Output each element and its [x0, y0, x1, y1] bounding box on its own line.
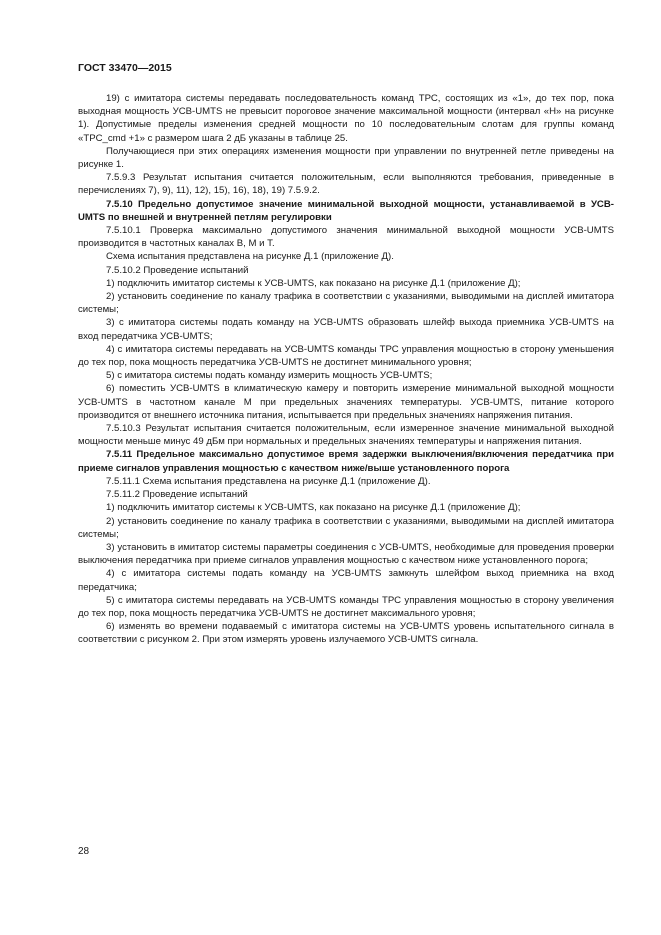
list-item: 6) поместить УСВ-UMTS в климатическую камеру и повторить измерение минимальной выходной мощности УСВ-UMTS в частотном канале M при предельных значениях температуры. УСВ-UMTS, питание которого производится от внешнего источника питания, испытывается при предельных значениях напряжения питания. [78, 383, 614, 421]
document-header: ГОСТ 33470—2015 [78, 62, 172, 74]
document-body [78, 92, 614, 647]
list-item: 5) с имитатора системы подать команду измерить мощность УСВ-UMTS; [106, 370, 433, 382]
list-item: 4) с имитатора системы передавать на УСВ-UMTS команды ТРС управления мощностью в сторону уменьшения до тех пор, пока мощность передатчика УСВ-UMTS не достигнет минимального уровня; [78, 343, 614, 369]
paragraph: 19) с имитатора системы передавать последовательность команд ТРС, состоящих из «1», до тех пор, пока выходная мощность УСВ-UMTS не превысит пороговое значение максимальной мощности (интервал «Н» на рисунке 1). Допустимые пределы изменения средней мощности по 10 последовательным слотам для группы команд «TPC_cmd +1» с размером шага 2 дБ указаны в таблице 25. [78, 93, 614, 144]
paragraph: Схема испытания представлена на рисунке Д.1 (приложение Д). [106, 251, 394, 263]
list-item: 6) изменять во времени подаваемый с имитатора системы на УСВ-UMTS уровень испытательного сигнала в соответствии с рисунком 2. При этом измерять уровень излучаемого УСВ-UMTS сигнала. [78, 621, 614, 646]
paragraph: 7.5.11.1 Схема испытания представлена на рисунке Д.1 (приложение Д). [106, 475, 431, 487]
list-item: 3) установить в имитатор системы параметры соединения с УСВ-UMTS, необходимые для проведения проверки выключения передатчика при приеме сигналов управления мощностью с качеством ниже установленного порога; [78, 541, 614, 567]
list-item: 3) с имитатора системы подать команду на УСВ-UMTS образовать шлейф выхода приемника УСВ-UMTS на вход передатчика УСВ-UMTS; [78, 317, 614, 342]
paragraph: 7.5.10.2 Проведение испытаний [106, 264, 249, 276]
list-item: 1) подключить имитатор системы к УСВ-UMTS, как показано на рисунке Д.1 (приложение Д); [106, 502, 521, 514]
paragraph: 7.5.11.2 Проведение испытаний [106, 489, 248, 501]
section-heading: 7.5.10 Предельно допустимое значение минимальной выходной мощности, устанавливаемой в УСВ-UMTS по внешней и внутренней петлям регулировки [78, 198, 614, 223]
paragraph: 7.5.10.1 Проверка максимально допустимого значения минимальной выходной мощности УСВ-UMTS производится в частотных каналах B, M и T. [78, 225, 614, 250]
list-item: 4) с имитатора системы подать команду на УСВ-UMTS замкнуть шлейфом выход приемника на вход передатчика; [78, 568, 614, 593]
section-heading: 7.5.11 Предельное максимально допустимое время задержки выключения/включения передатчика при приеме сигналов управления мощностью с качеством ниже/выше установленного порога [78, 449, 614, 474]
list-item: 5) с имитатора системы передавать на УСВ-UMTS команды ТРС управления мощностью в сторону увеличения до тех пор, пока мощность передатчика УСВ-UMTS не достигнет максимального уровня; [78, 594, 614, 619]
list-item: 2) установить соединение по каналу трафика в соответствии с указаниями, выводимыми на дисплей имитатора системы; [78, 291, 614, 316]
paragraph: 7.5.9.3 Результат испытания считается положительным, если выполняются требования, приведенные в перечислениях 7), 9), 11), 12), 15), 16), 18), 19) 7.5.9.2. [78, 172, 614, 197]
paragraph: Получающиеся при этих операциях изменения мощности при управлении по внутренней петле приведены на рисунке 1. [78, 145, 614, 171]
list-item: 1) подключить имитатор системы к УСВ-UMTS, как показано на рисунке Д.1 (приложение Д); [106, 277, 521, 289]
page-number: 28 [78, 846, 90, 857]
paragraph: 7.5.10.3 Результат испытания считается положительным, если измеренное значение минимальной выходной мощности меньше минус 49 дБм при нормальных и предельных значениях температуры и напряжения питания. [78, 423, 614, 448]
list-item: 2) установить соединение по каналу трафика в соответствии с указаниями, выводимыми на дисплей имитатора системы; [78, 515, 614, 540]
